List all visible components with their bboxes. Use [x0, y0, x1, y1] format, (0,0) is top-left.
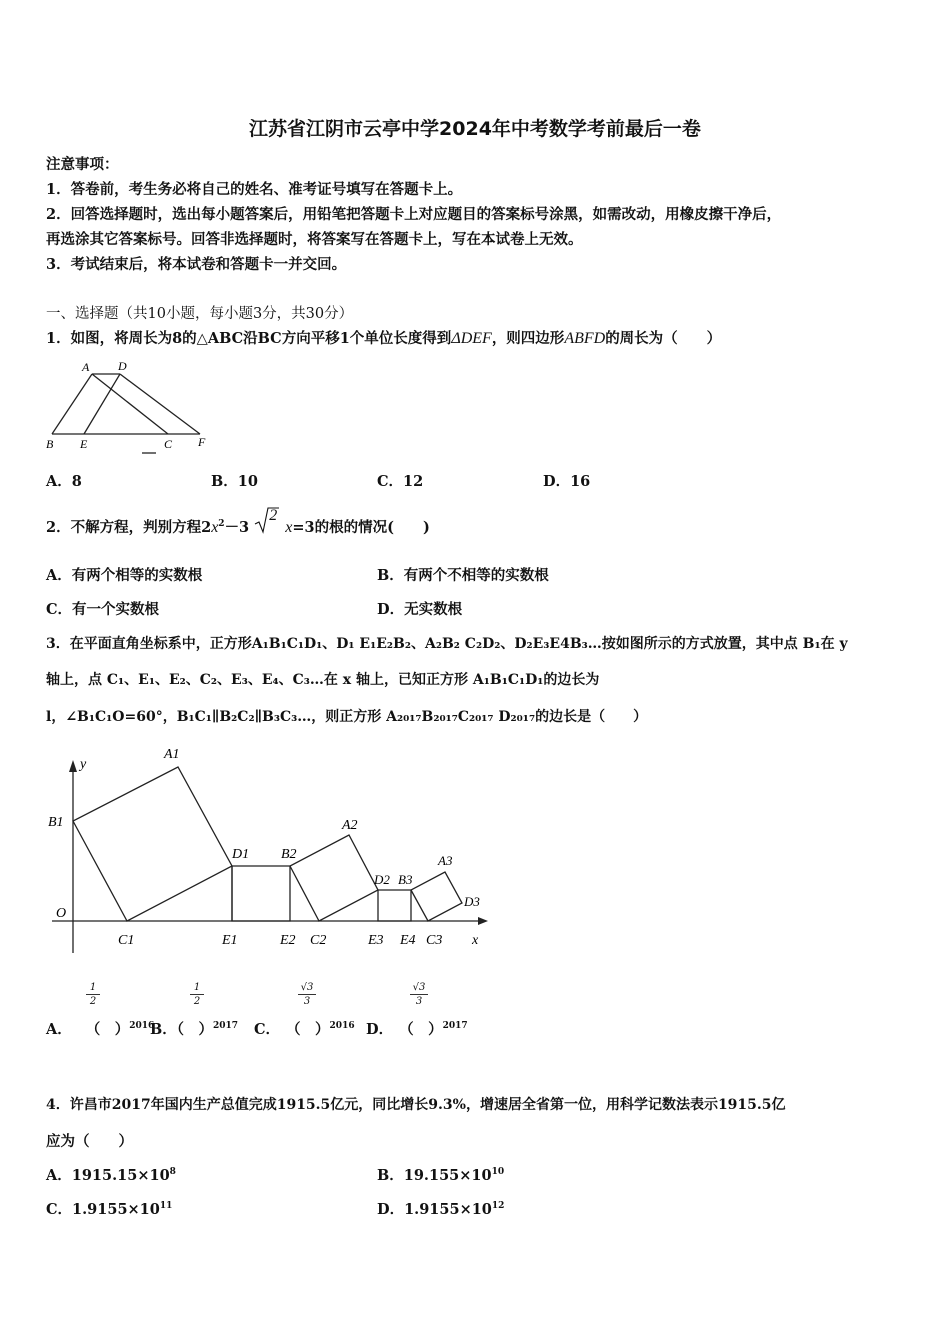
line-ab: [52, 374, 92, 434]
question-3-stem-1: 3．在平面直角坐标系中，正方形A₁B₁C₁D₁、D₁ E₁E₂B₂、A₂B₂ C₂D₂、D₂E₃E4B₃…按如图所示的方式放置，其中点 B₁在 y: [46, 636, 848, 652]
label-c2: C2: [310, 933, 327, 948]
q3-option-d-fraction: √3 3: [410, 982, 428, 1007]
label-d2: D2: [374, 872, 390, 887]
label-e3: E3: [368, 933, 384, 948]
q3-option-b: B．（ ）$^{2017}$: [150, 1021, 239, 1038]
label-b1: B1: [48, 815, 64, 830]
q2-option-b: B．有两个不相等的实数根: [377, 567, 549, 584]
x-axis-arrow: [478, 917, 488, 925]
label-a: A: [82, 360, 90, 374]
label-a3: A3: [438, 853, 453, 868]
question-3-stem-3: l，∠B₁C₁O=60°，B₁C₁∥B₂C₂∥B₃C₃…，则正方形 A₂₀₁₇B₂₀₁₇C₂₀₁₇ D₂₀₁₇的边长是（ ）: [46, 709, 648, 725]
square-2: [290, 835, 378, 921]
q2-option-c: C．有一个实数根: [46, 601, 160, 618]
q4-option-d: D．$1.9155\times 10^{12}$: [377, 1201, 505, 1218]
label-c3: C3: [426, 933, 443, 948]
sqrt-symbol: 2: [254, 518, 280, 532]
q4-option-a: A．$1915.15\times 10^8$: [46, 1167, 176, 1184]
notice-line: 1．答卷前，考生务必将自己的姓名、准考证号填写在答题卡上。: [46, 181, 463, 198]
notice-heading: 注意事项：: [46, 156, 119, 173]
q1-option-a: A．8: [46, 473, 82, 490]
q1-option-c: C．12: [377, 473, 424, 490]
line-ac: [92, 374, 168, 434]
page-title: 江苏省江阴市云亭中学2024年中考数学考前最后一卷: [249, 118, 701, 140]
label-o: O: [56, 906, 67, 921]
q4-option-c: C．$1.9155\times 10^{11}$: [46, 1201, 173, 1218]
label-b3: B3: [398, 872, 413, 887]
label-e4: E4: [400, 933, 416, 948]
question-2-stem: 2．不解方程，判别方程$2x^2-3$ 2 x=3的根的情况( ): [46, 507, 430, 536]
label-e: E: [80, 437, 88, 451]
square-1: [73, 767, 232, 921]
label-a2: A2: [342, 818, 358, 833]
q3-option-a: A． （ ）$^{2016}$: [46, 1021, 155, 1038]
notice-line: 再选涂其它答案标号。回答非选择题时，将答案写在答题卡上，写在本试卷上无效。: [46, 231, 583, 248]
q2-option-d: D．无实数根: [377, 601, 463, 618]
q1-option-d: D．16: [543, 473, 591, 490]
label-e2: E2: [280, 933, 296, 948]
square-3: [411, 872, 462, 921]
notice-line: 2．回答选择题时，选出每小题答案后，用铅笔把答题卡上对应题目的答案标号涂黑，如需改动，用橡皮擦干净后，: [46, 206, 782, 223]
label-f: F: [198, 435, 206, 449]
question-4-stem-2: 应为（ ）: [46, 1133, 133, 1150]
label-d3: D3: [464, 894, 480, 909]
label-c1: C1: [118, 933, 135, 948]
label-b: B: [46, 437, 54, 451]
line-de: [84, 374, 120, 434]
y-axis-arrow: [69, 760, 77, 772]
question-1-stem: 1．如图，将周长为8的△ABC沿BC方向平移1个单位长度得到ΔDEF，则四边形ABFD的周长为（ ）: [46, 330, 722, 347]
question-1-figure: [42, 356, 222, 456]
rect-1: [232, 866, 290, 921]
label-d1: D1: [232, 847, 250, 862]
q3-option-c: C． （ ）$^{2016}$: [254, 1021, 355, 1038]
label-x: x: [472, 933, 479, 948]
q3-option-d: D． （ ）$^{2017}$: [366, 1021, 468, 1038]
q4-option-b: B．$19.155\times 10^{10}$: [377, 1167, 505, 1184]
line-df: [120, 374, 200, 434]
question-4-stem-1: 4．许昌市2017年国内生产总值完成1915.5亿元，同比增长9.3%，增速居全省第一位，用科学记数法表示1915.5亿: [46, 1097, 786, 1113]
label-b2: B2: [281, 847, 297, 862]
q3-option-c-fraction: √3 3: [298, 982, 316, 1007]
q3-option-b-fraction: 1 2: [190, 982, 204, 1007]
q3-option-a-fraction: 1 2: [86, 982, 100, 1007]
q1-option-b: B．10: [211, 473, 258, 490]
question-3-figure: [44, 748, 494, 953]
label-e1: E1: [222, 933, 238, 948]
rect-2: [378, 890, 411, 921]
label-y: y: [80, 757, 87, 772]
label-d: D: [118, 359, 127, 373]
q2-option-a: A．有两个相等的实数根: [46, 567, 203, 584]
question-3-stem-2: 轴上，点 C₁、E₁、E₂、C₂、E₃、E₄、C₃…在 x 轴上，已知正方形 A₁B₁C₁D₁的边长为: [46, 672, 600, 688]
label-a1: A1: [164, 748, 180, 762]
notice-line: 3．考试结束后，将本试卷和答题卡一并交回。: [46, 256, 347, 273]
section-heading: 一、选择题（共10小题，每小题3分，共30分）: [46, 306, 354, 322]
label-c: C: [164, 437, 173, 451]
